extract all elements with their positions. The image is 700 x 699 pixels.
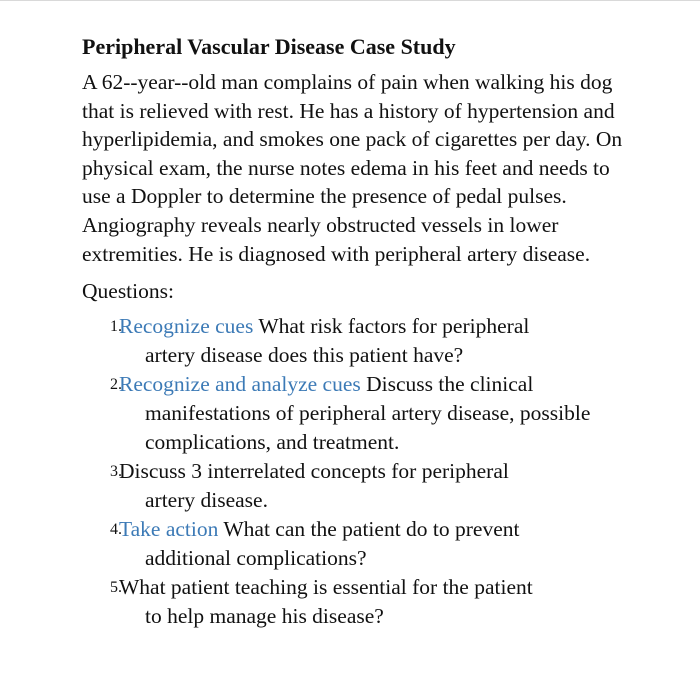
question-first-line — [119, 372, 533, 396]
question-first-text: What risk factors for peripheral — [258, 313, 530, 338]
question-item — [82, 370, 642, 457]
question-first-text: What can the patient do to prevent — [223, 516, 520, 541]
question-number: 1. — [110, 317, 122, 335]
document-title: Peripheral Vascular Disease Case Study — [82, 34, 456, 59]
question-tag: Take action — [119, 516, 219, 541]
question-first-text: What patient teaching is essential for the patient — [119, 574, 533, 599]
question-item — [82, 312, 642, 370]
question-continuation: additional complications? — [145, 545, 367, 570]
question-item — [82, 457, 642, 515]
question-item — [82, 573, 642, 631]
question-number: 2. — [110, 375, 122, 393]
question-first-line — [119, 459, 509, 483]
question-tag: Recognize cues — [119, 313, 254, 338]
question-continuation: artery disease. — [145, 487, 268, 512]
question-item — [82, 515, 642, 573]
questions-heading: Questions: — [82, 279, 174, 304]
question-number: 3. — [110, 462, 122, 480]
question-continuation: artery disease does this patient have? — [145, 342, 464, 367]
question-continuation: manifestations of peripheral artery disease, possible complications, and treatment. — [145, 400, 591, 454]
question-first-line — [119, 517, 519, 541]
question-continuation: to help manage his disease? — [145, 603, 384, 628]
question-first-text: Discuss 3 interrelated concepts for peripheral — [119, 458, 509, 483]
question-number: 4. — [110, 520, 122, 538]
top-divider — [0, 0, 700, 1]
question-first-line — [119, 314, 529, 338]
questions-list — [82, 312, 642, 631]
question-number: 5. — [110, 578, 122, 596]
case-study-document — [82, 33, 642, 631]
question-tag: Recognize and analyze cues — [119, 371, 361, 396]
question-first-text: Discuss the clinical — [366, 371, 534, 396]
case-description: A 62--year--old man complains of pain when walking his dog that is relieved with rest. He has a history of hypertension and hyperlipidemia, and smokes one pack of cigarettes per day. On physical exam, the nurse notes edema in his feet and needs to use a Doppler to determine the presence of pedal pulses. Angiography reveals nearly obstructed vessels in lower extremities. He is diagnosed with peripheral artery disease. — [82, 70, 623, 266]
question-first-line — [119, 575, 533, 599]
